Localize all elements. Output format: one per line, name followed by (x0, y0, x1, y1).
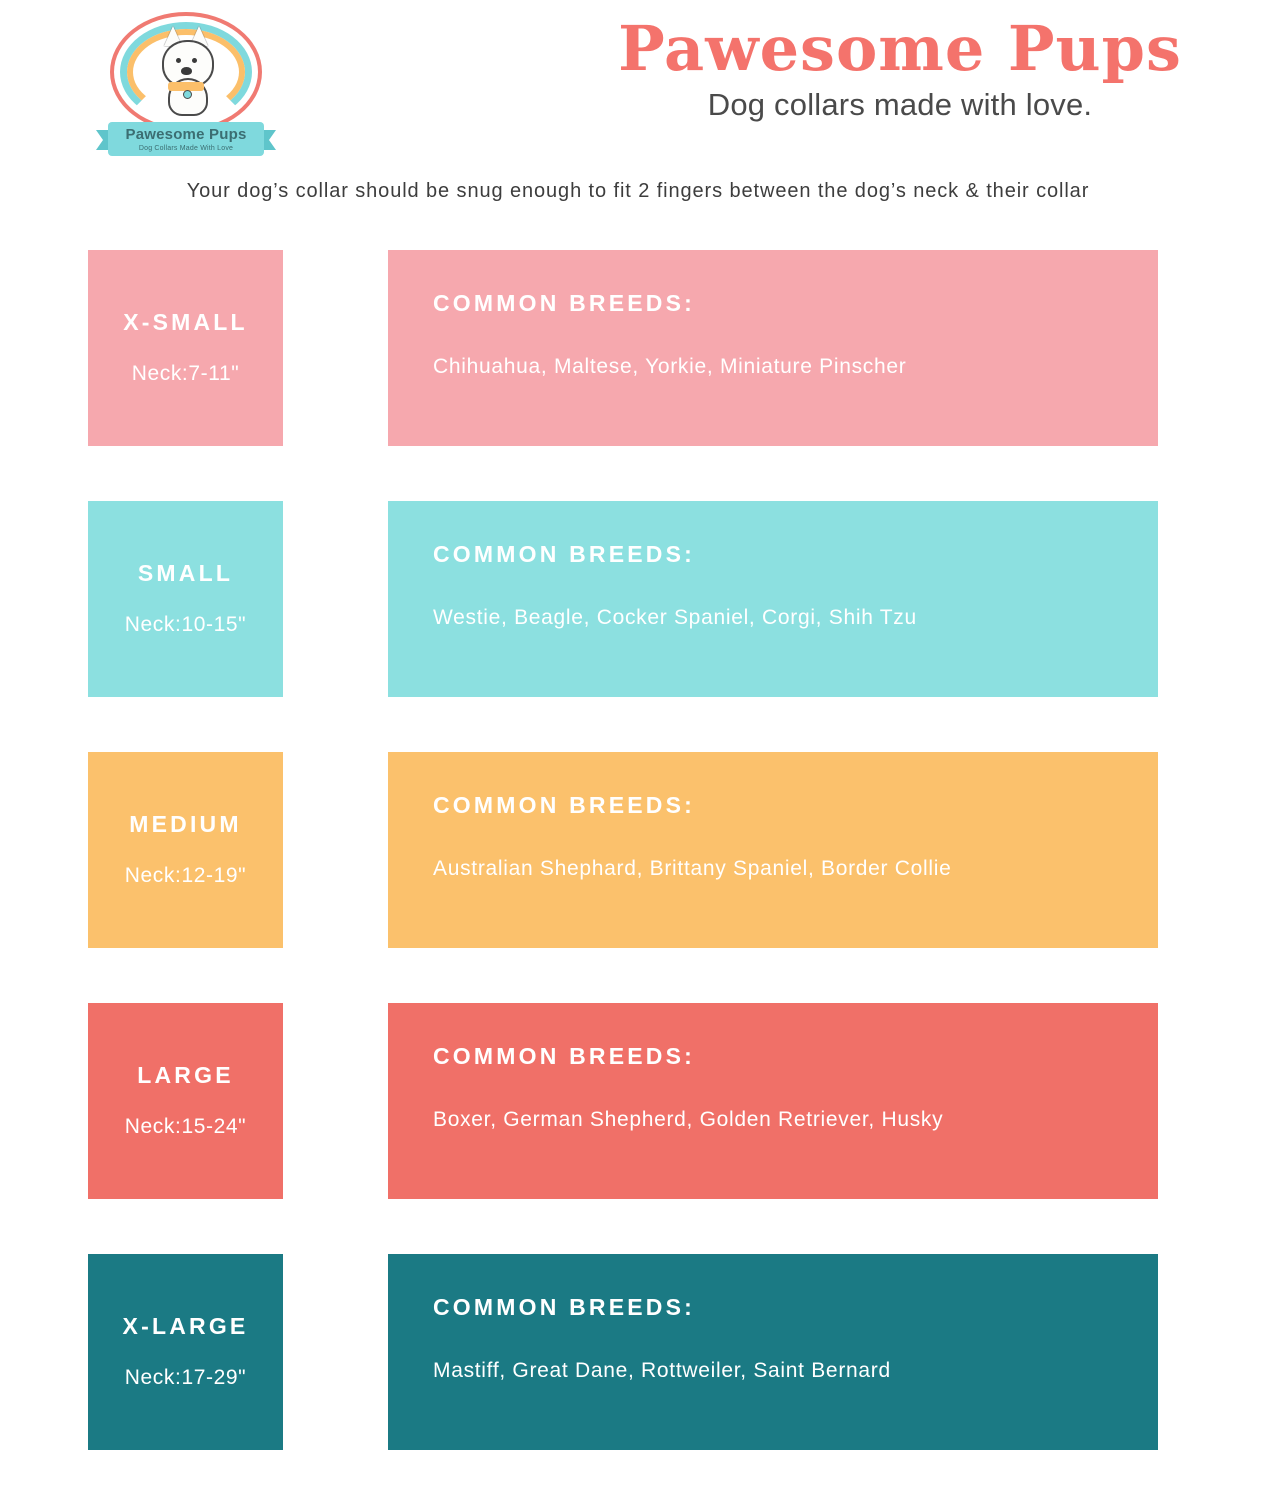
logo-subtitle: Dog Collars Made With Love (138, 144, 234, 152)
size-box-medium (88, 752, 283, 948)
size-neck-measurement: Neck:10-15" (124, 612, 247, 636)
size-row (0, 501, 1276, 752)
logo (96, 8, 276, 168)
breeds-box-large (388, 1003, 1158, 1199)
size-neck-measurement: Neck:12-19" (124, 863, 247, 887)
dog-eye-right-icon (192, 58, 197, 63)
size-label: X-SMALL (123, 309, 248, 336)
logo-title: Pawesome Pups (125, 125, 247, 143)
size-label: SMALL (137, 560, 234, 587)
size-row (0, 1003, 1276, 1254)
size-box-xsmall (88, 250, 283, 446)
size-neck-measurement: Neck:7-11" (131, 361, 240, 385)
breeds-title: COMMON BREEDS: (433, 1294, 696, 1320)
breeds-list: Australian Shephard, Brittany Spaniel, Border Collie (433, 857, 952, 880)
size-chart (0, 250, 1276, 1505)
breeds-title: COMMON BREEDS: (433, 290, 696, 316)
dog-eye-left-icon (176, 58, 181, 63)
brand-name: Pawesome Pups (618, 12, 1182, 85)
size-neck-measurement: Neck:15-24" (124, 1114, 247, 1138)
brand-block (560, 12, 1240, 123)
breeds-box-xsmall (388, 250, 1158, 446)
breeds-title: COMMON BREEDS: (433, 792, 696, 818)
breeds-title: COMMON BREEDS: (433, 1043, 696, 1069)
size-box-large (88, 1003, 283, 1199)
breeds-box-medium (388, 752, 1158, 948)
breeds-box-xlarge (388, 1254, 1158, 1450)
brand-tagline: Dog collars made with love. (707, 87, 1093, 123)
breeds-box-small (388, 501, 1158, 697)
size-row (0, 752, 1276, 1003)
breeds-list: Westie, Beagle, Cocker Spaniel, Corgi, Shih Tzu (433, 606, 917, 629)
size-row (0, 250, 1276, 501)
breeds-list: Boxer, German Shepherd, Golden Retriever, Husky (433, 1108, 944, 1131)
dog-nose-icon (181, 67, 192, 75)
fit-instructions: Your dog’s collar should be snug enough to fit 2 fingers between the dog’s neck & their collar (186, 180, 1090, 202)
ribbon-body (108, 122, 264, 156)
size-label: LARGE (137, 1062, 234, 1089)
breeds-title: COMMON BREEDS: (433, 541, 696, 567)
size-neck-measurement: Neck:17-29" (124, 1365, 247, 1389)
size-box-xlarge (88, 1254, 283, 1450)
breeds-list: Mastiff, Great Dane, Rottweiler, Saint Bernard (433, 1359, 891, 1382)
dog-tag-icon (183, 90, 192, 99)
dog-icon (150, 36, 222, 122)
size-label: MEDIUM (129, 811, 242, 838)
logo-ribbon (96, 116, 276, 160)
size-row (0, 1254, 1276, 1505)
size-label: X-LARGE (122, 1313, 249, 1340)
page-header (0, 0, 1276, 202)
logo-badge (110, 12, 262, 132)
breeds-list: Chihuahua, Maltese, Yorkie, Miniature Pinscher (433, 355, 907, 378)
size-box-small (88, 501, 283, 697)
